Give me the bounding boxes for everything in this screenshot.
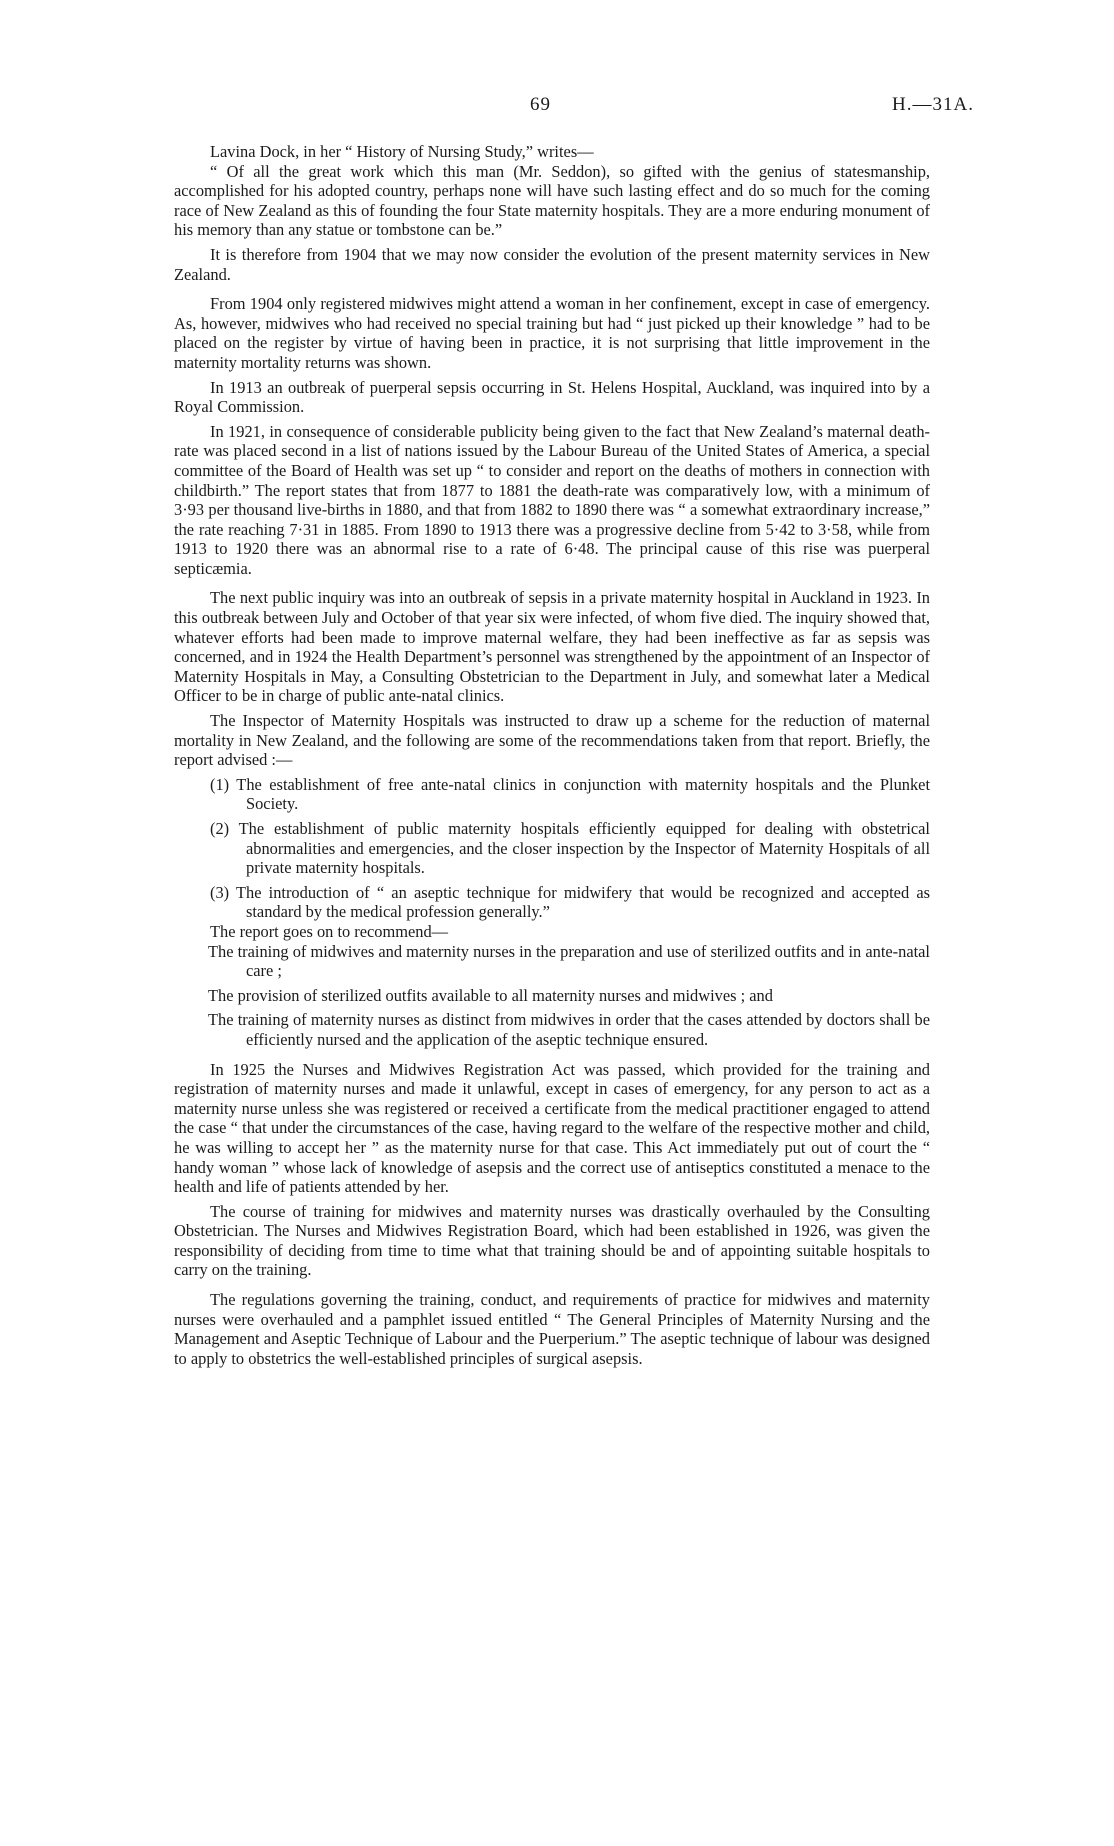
paragraph: In 1925 the Nurses and Midwives Registration Act was passed, which provided for the training and registration of maternity nurses and made it unlawful, except in cases of emergency, for any person to act as a maternity nurse unless she was registered or received a certificate from the medical practitioner engaged to attend the case “ that under the circumstances of the case, having regard to the welfare of the respective mother and child, he was willing to accept her ” as the maternity nurse for that case. This Act immediately put out of court the “ handy woman ” whose lack of knowledge of asepsis and the correct use of antiseptics constituted a menace to the health and life of patients attended by her. (174, 1059, 930, 1197)
list-item: (3) The introduction of “ an aseptic technique for midwifery that would be recognized and accepted as standard by the medical profession generally.” (210, 882, 930, 922)
list-item: The training of maternity nurses as distinct from midwives in order that the cases attended by doctors shall be efficiently nursed and the application of the aseptic technique ensured. (208, 1010, 930, 1049)
paragraph: The course of training for midwives and maternity nurses was drastically overhauled by the Consulting Obstetrician. The Nurses and Midwives Registration Board, which had been established in 1926, was given the responsibility of deciding from time to time what that training should be and of appointing suitable hospitals to carry on the training. (174, 1201, 930, 1280)
list-item: (2) The establishment of public maternity hospitals efficiently equipped for dealing with obstetrical abnormalities and emergencies, and the closer inspection by the Inspector of Maternity Hospitals of all private maternity hospitals. (210, 819, 930, 878)
list-item: The provision of sterilized outfits available to all maternity nurses and midwives ; and (208, 985, 773, 1005)
document-reference: H.—31A. (892, 94, 974, 115)
paragraph: The report goes on to recommend— (210, 921, 449, 941)
paragraph: It is therefore from 1904 that we may now consider the evolution of the present maternity services in New Zealand. (174, 244, 930, 284)
quotation: “ Of all the great work which this man (Mr. Seddon), so gifted with the genius of statesmanship, accomplished for his adopted country, perhaps none will have such lasting effect and do so much for the coming race of New Zealand as this of founding the four State maternity hospitals. They are a more enduring monument of his memory than any statue or tombstone can be.” (174, 161, 930, 240)
list-item: The training of midwives and maternity nurses in the preparation and use of sterilized outfits and in ante-natal care ; (208, 941, 930, 981)
paragraph: In 1913 an outbreak of puerperal sepsis occurring in St. Helens Hospital, Auckland, was inquired into by a Royal Commission. (174, 377, 930, 417)
paragraph: The Inspector of Maternity Hospitals was instructed to draw up a scheme for the reduction of maternal mortality in New Zealand, and the following are some of the recommendations taken from that report. Briefly, the report advised :— (174, 711, 930, 770)
paragraph: In 1921, in consequence of considerable publicity being given to the fact that New Zealand’s maternal death-rate was placed second in a list of nations issued by the Labour Bureau of the United States of America, a special committee of the Board of Health was set up “ to consider and report on the deaths of mothers in connection with childbirth.” The report states that from 1877 to 1881 the death-rate was comparatively low, with a minimum of 3·93 per thousand live-births in 1880, and that from 1882 to 1890 there was “ a somewhat extraordinary increase,” the rate reaching 7·31 in 1885. From 1890 to 1913 there was a progressive decline from 5·42 to 3·58, while from 1913 to 1920 there was an abnormal rise to a rate of 6·48. The principal cause of this rise was puerperal septicæmia. (174, 421, 930, 578)
body-text (174, 142, 930, 1368)
paragraph: The regulations governing the training, conduct, and requirements of practice for midwives and maternity nurses were overhauled and a pamphlet issued entitled “ The General Principles of Maternity Nursing and the Management and Aseptic Technique of Labour and the Puerperium.” The aseptic technique of labour was designed to apply to obstetrics the well-established principles of surgical asepsis. (174, 1290, 930, 1368)
paragraph: Lavina Dock, in her “ History of Nursing Study,” writes— (210, 142, 594, 161)
paragraph: From 1904 only registered midwives might attend a woman in her confinement, except in case of emergency. As, however, midwives who had received no special training but had “ just picked up their knowledge ” had to be placed on the register by virtue of having been in practice, it is not surprising that little improvement in the maternity mortality returns was shown. (174, 294, 930, 372)
list-item: (1) The establishment of free ante-natal clinics in conjunction with maternity hospitals and the Plunket Society. (210, 774, 930, 814)
page-number: 69 (530, 94, 551, 115)
paragraph: The next public inquiry was into an outbreak of sepsis in a private maternity hospital in Auckland in 1923. In this outbreak between July and October of that year six were infected, of whom five died. The inquiry showed that, whatever efforts had been made to improve maternal welfare, they had been ineffective as far as sepsis was concerned, and in 1924 the Health Department’s personnel was strengthened by the appointment of an Inspector of Maternity Hospitals in May, a Consulting Obstetrician to the Department in July, and somewhat later a Medical Officer to be in charge of public ante-natal clinics. (174, 588, 930, 706)
